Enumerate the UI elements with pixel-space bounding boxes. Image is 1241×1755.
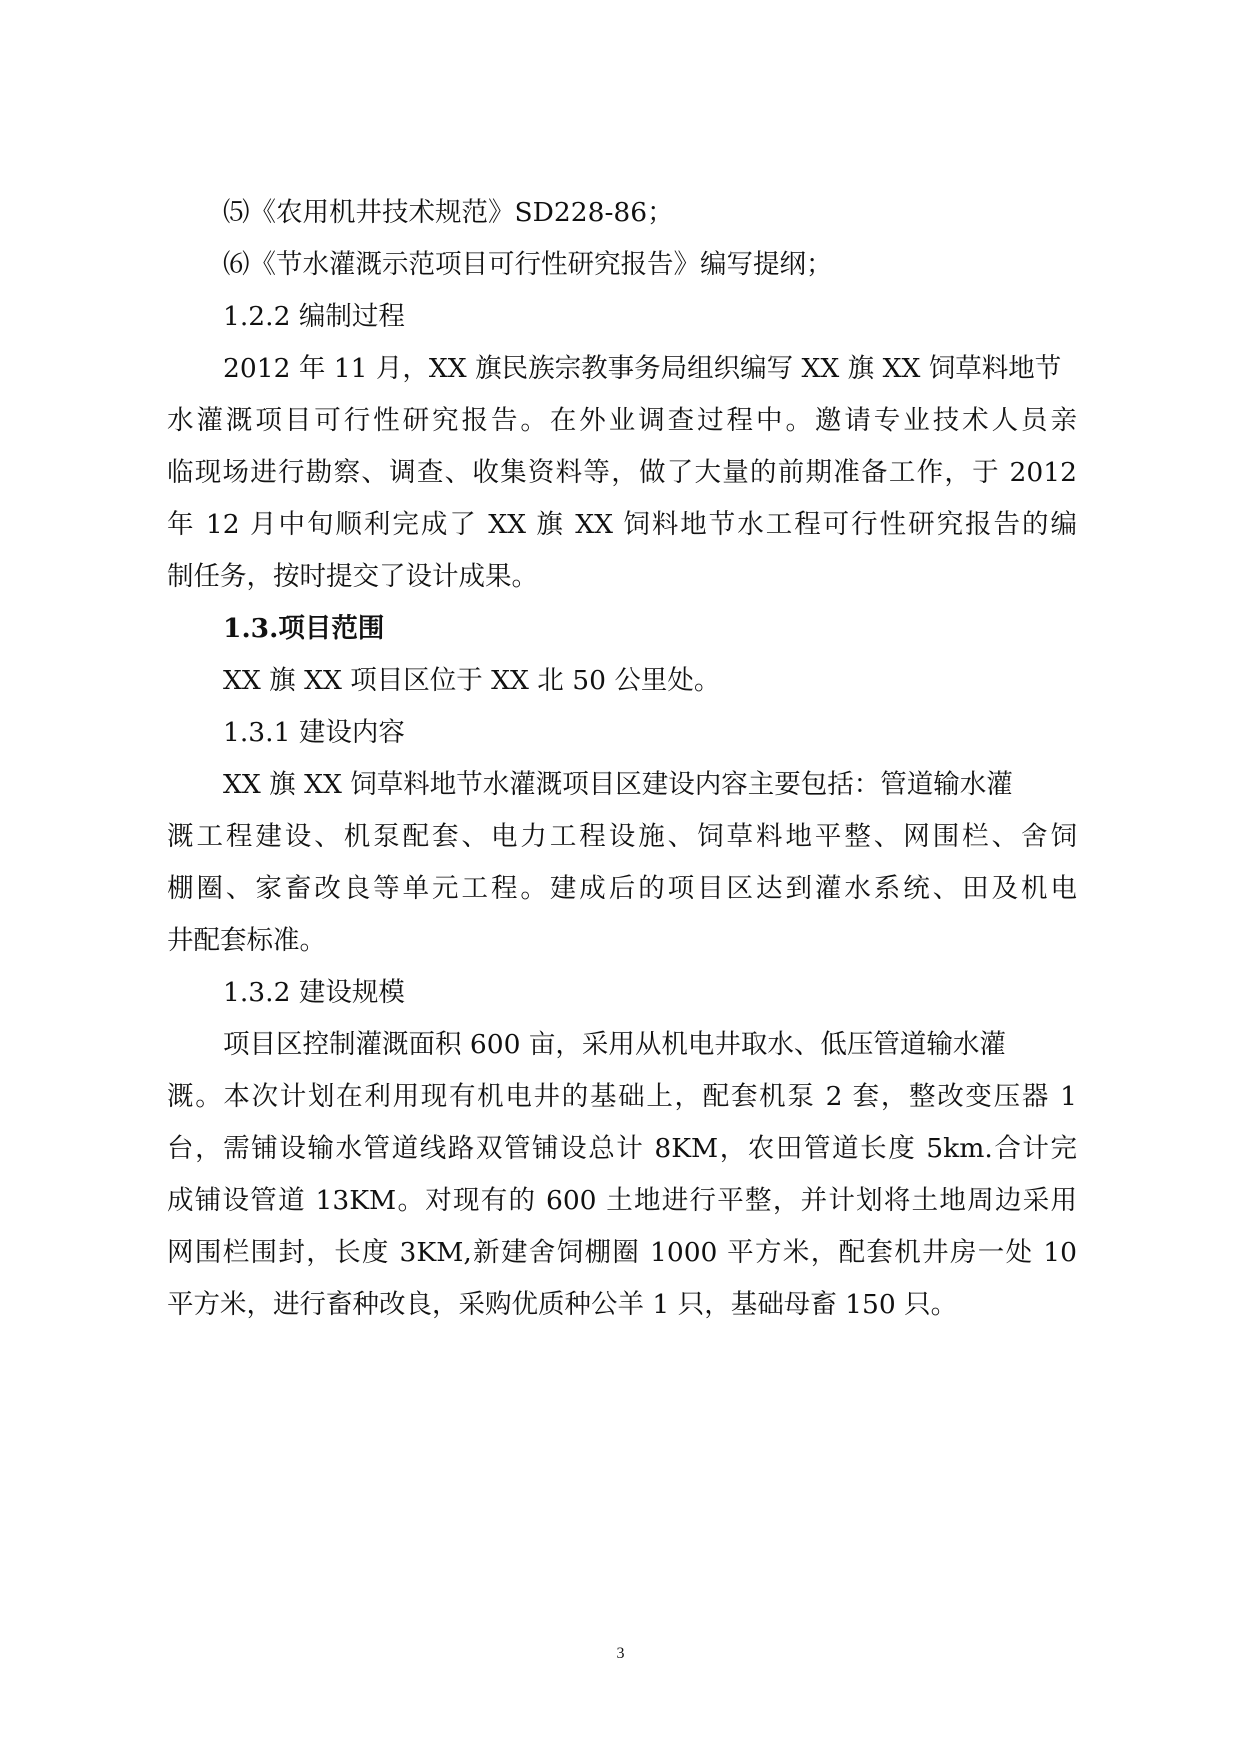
paragraph-line: 2012 年 11 月，XX 旗民族宗教事务局组织编写 XX 旗 XX 饲草料地节 — [223, 353, 1062, 384]
paragraph-line: 溉。本次计划在利用现有机电井的基础上，配套机泵 2 套，整改变压器 1 — [167, 1081, 1077, 1112]
paragraph-line: XX 旗 XX 项目区位于 XX 北 50 公里处。 — [223, 665, 721, 696]
section-heading-1-2-2: 1.2.2 编制过程 — [223, 301, 405, 332]
paragraph-line: 临现场进行勘察、调查、收集资料等，做了大量的前期准备工作，于 2012 — [167, 457, 1077, 488]
section-heading-1-3-2: 1.3.2 建设规模 — [223, 977, 405, 1008]
paragraph-line: 网围栏围封，长度 3KM,新建舍饲棚圈 1000 平方米，配套机井房一处 10 — [167, 1237, 1077, 1268]
paragraph-line: 井配套标准。 — [167, 925, 326, 956]
section-heading-1-3: 1.3.项目范围 — [223, 613, 385, 644]
paragraph-line: 制任务，按时提交了设计成果。 — [167, 561, 538, 592]
paragraph-line: 棚圈、家畜改良等单元工程。建成后的项目区达到灌水系统、田及机电 — [167, 873, 1077, 904]
reference-item-5: ⑸《农用机井技术规范》SD228-86； — [223, 197, 674, 228]
paragraph-line: 成铺设管道 13KM。对现有的 600 土地进行平整，并计划将土地周边采用 — [167, 1185, 1077, 1216]
paragraph-line: 水灌溉项目可行性研究报告。在外业调查过程中。邀请专业技术人员亲 — [167, 405, 1077, 436]
section-heading-1-3-1: 1.3.1 建设内容 — [223, 717, 405, 748]
paragraph-line: XX 旗 XX 饲草料地节水灌溉项目区建设内容主要包括：管道输水灌 — [223, 769, 1013, 800]
page-number: 3 — [616, 1645, 625, 1662]
paragraph-line: 溉工程建设、机泵配套、电力工程设施、饲草料地平整、网围栏、舍饲 — [167, 821, 1077, 852]
paragraph-line: 台，需铺设输水管道线路双管铺设总计 8KM，农田管道长度 5km.合计完 — [167, 1133, 1077, 1164]
paragraph-line: 平方米，进行畜种改良，采购优质种公羊 1 只，基础母畜 150 只。 — [167, 1289, 958, 1320]
paragraph-line: 年 12 月中旬顺利完成了 XX 旗 XX 饲料地节水工程可行性研究报告的编 — [167, 509, 1077, 540]
paragraph-line: 项目区控制灌溉面积 600 亩，采用从机电井取水、低压管道输水灌 — [223, 1029, 1006, 1060]
reference-item-6: ⑹《节水灌溉示范项目可行性研究报告》编写提纲； — [223, 249, 833, 280]
